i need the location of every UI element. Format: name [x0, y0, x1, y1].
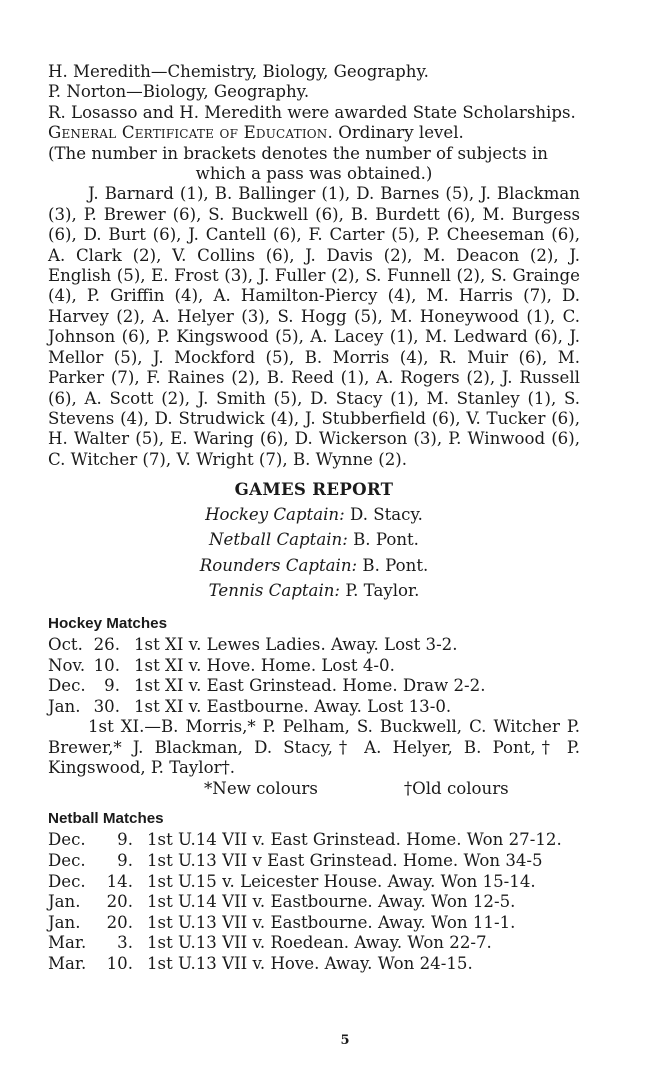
gce-note-line-2: which a pass was obtained.) [195, 164, 433, 184]
match-day: 26. [93, 634, 120, 654]
captain-hockey [48, 502, 580, 528]
netball-matches-heading: Netball Matches [48, 809, 164, 827]
captain-name: B. Pont. [362, 555, 429, 575]
captain-name: D. Stacy. [349, 504, 423, 524]
result-line: R. Losasso and H. Meredith were awarded State Scholarships. [48, 102, 576, 122]
games-report-title: GAMES REPORT [234, 479, 394, 500]
captain-role: Hockey Captain: [205, 504, 345, 524]
match-text: 1st XI v. Eastbourne. Away. Lost 13-0. [134, 696, 452, 716]
captain-name: B. Pont. [353, 530, 419, 550]
match-day: 9. [117, 850, 133, 870]
match-month: Jan. [48, 696, 81, 716]
captain-rounders [48, 553, 580, 579]
captain-role: Rounders Captain: [199, 555, 358, 575]
match-text: 1st U.13 VII v. Eastbourne. Away. Won 11-1. [147, 912, 516, 932]
result-line: H. Meredith—Chemistry, Biology, Geography. [48, 62, 429, 81]
match-text: 1st XI v. Hove. Home. Lost 4-0. [134, 655, 395, 675]
match-month: Nov. [48, 655, 86, 675]
match-row [48, 851, 580, 872]
match-month: Dec. [48, 830, 86, 850]
gce-note-line-1: (The number in brackets denotes the number of subjects in [48, 143, 548, 163]
match-text: 1st XI v. Lewes Ladies. Away. Lost 3-2. [134, 634, 458, 654]
captain-name: P. Taylor. [345, 581, 420, 601]
result-line: P. Norton—Biology, Geography. [48, 82, 310, 102]
match-text: 1st U.14 VII v. East Grinstead. Home. Won 27-12. [147, 830, 562, 850]
match-month: Mar. [48, 933, 87, 953]
match-text: 1st U.13 VII v. Roedean. Away. Won 22-7. [147, 933, 492, 953]
match-row [48, 830, 580, 851]
match-day: 9. [104, 676, 120, 696]
new-colours-note: *New colours [204, 778, 318, 798]
captain-tennis [48, 578, 580, 604]
hockey-matches-list [48, 635, 580, 717]
match-row [48, 656, 580, 677]
match-row [48, 697, 580, 718]
match-month: Dec. [48, 871, 86, 891]
match-day: 14. [106, 871, 133, 891]
match-month: Jan. [48, 912, 81, 932]
match-month: Dec. [48, 850, 86, 870]
match-month: Jan. [48, 892, 81, 912]
hockey-team-list: 1st XI.—B. Morris,* P. Pelham, S. Buckwell, C. Witcher P. Brewer,* J. Blackman, D. Stacy,† A. Helyer, B. Pont,† P. Kingswood, P. Taylor†. [48, 717, 580, 778]
page-number: 5 [340, 1033, 350, 1048]
match-day: 10. [106, 953, 133, 973]
match-month: Dec. [48, 676, 86, 696]
match-text: 1st XI v. East Grinstead. Home. Draw 2-2. [134, 676, 486, 696]
match-day: 20. [106, 912, 133, 932]
match-text: 1st U.14 VII v. Eastbourne. Away. Won 12-5. [147, 892, 516, 912]
scholarship-results [48, 62, 580, 123]
match-row [48, 676, 580, 697]
match-day: 9. [117, 830, 133, 850]
old-colours-note: †Old colours [403, 778, 509, 798]
match-row [48, 954, 580, 975]
match-row [48, 913, 580, 934]
captain-netball [48, 527, 580, 553]
match-row [48, 892, 580, 913]
match-month: Oct. [48, 634, 83, 654]
match-day: 10. [93, 655, 120, 675]
gce-pass-list: J. Barnard (1), B. Ballinger (1), D. Barnes (5), J. Blackman (3), P. Brewer (6), S. Buckwell (6), B. Burdett (6), M. Burgess (6), D. Burt (6), J. Cantell (6), F. Carter (5), P. Cheeseman (6), A. Clark (2), V. Collins (6), J. Davis (2), M. Deacon (2), J. English (5), E. Frost (3), J. Fuller (2), S. Funnell (2), S. Grainge (4), P. Griffin (4), A. Hamilton-Piercy (4), M. Harris (7), D. Harvey (2), A. Helyer (3), S. Hogg (5), M. Honeywood (1), C. Johnson (6), P. Kingswood (5), A. Lacey (1), M. Ledward (6), J. Mellor (5), J. Mockford (5), B. Morris (4), R. Muir (6), M. Parker (7), F. Raines (2), B. Reed (1), A. Rogers (2), J. Russell (6), A. Scott (2), J. Smith (5), D. Stacy (1), M. Stanley (1), S. Stevens (4), D. Strudwick (4), J. Stubberfield (6), V. Tucker (6), H. Walter (5), E. Waring (6), D. Wickerson (3), P. Winwood (6), C. Witcher (7), V. Wright (7), B. Wynne (2). [48, 184, 580, 469]
match-row [48, 933, 580, 954]
match-text: 1st U.13 VII v. Hove. Away. Won 24-15. [147, 953, 473, 973]
match-row [48, 872, 580, 893]
gce-heading: General Certificate of Education. [48, 123, 333, 143]
hockey-matches-heading: Hockey Matches [48, 614, 168, 632]
captains-list [48, 502, 580, 604]
gce-level: Ordinary level. [338, 123, 464, 143]
match-text: 1st U.13 VII v East Grinstead. Home. Won 34-5 [147, 850, 543, 870]
match-text: 1st U.15 v. Leicester House. Away. Won 15-14. [147, 871, 536, 891]
gce-heading-line [48, 123, 580, 143]
match-row [48, 635, 580, 656]
colours-key [48, 779, 580, 799]
match-day: 3. [117, 933, 133, 953]
captain-role: Netball Captain: [209, 530, 348, 550]
match-day: 20. [106, 892, 133, 912]
document-page [48, 62, 580, 975]
netball-section [48, 809, 580, 975]
match-month: Mar. [48, 953, 87, 973]
match-day: 30. [93, 696, 120, 716]
captain-role: Tennis Captain: [208, 581, 341, 601]
